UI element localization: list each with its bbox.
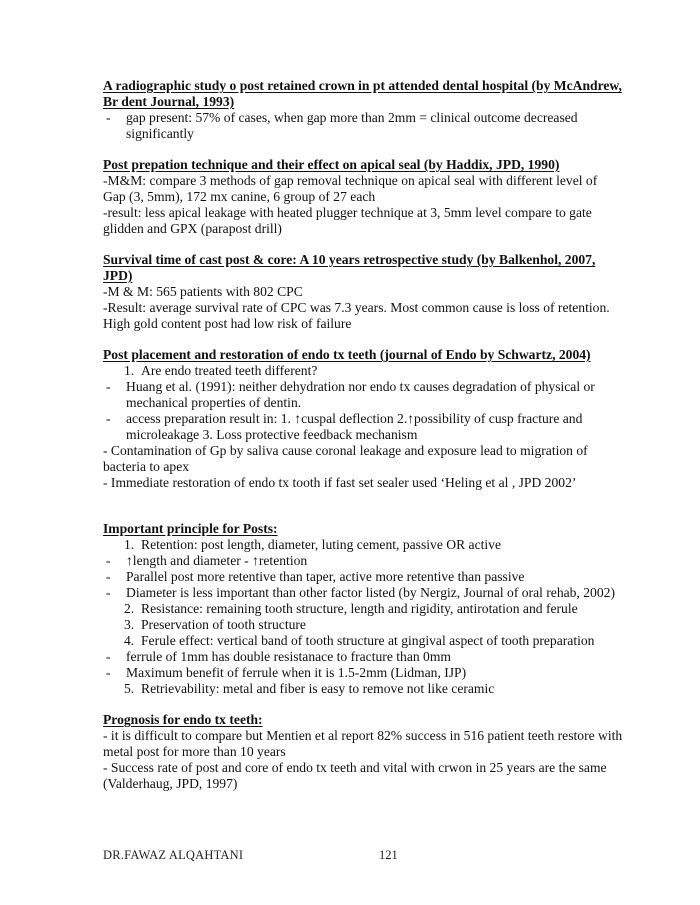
bullet-item: - ferrule of 1mm has double resistanace to fracture than 0mm xyxy=(103,649,623,665)
numbered-item xyxy=(103,633,623,649)
paragraph-line: -M & M: 565 patients with 802 CPC xyxy=(103,284,303,299)
section-balkenhol xyxy=(103,252,623,332)
paragraph-line: -Result: average survival rate of CPC was 7.3 years. Most common cause is loss of retention. High gold content post had low risk of failure xyxy=(103,300,610,331)
paragraph-line: - Success rate of post and core of endo tx teeth and vital with crwon in 25 years are the same (Valderhaug, JPD, 1997) xyxy=(103,760,607,791)
item-text: Retention: post length, diameter, luting cement, passive OR active xyxy=(141,537,501,552)
section-title: Post placement and restoration of endo tx teeth (journal of Endo by Schwartz, 2004) xyxy=(103,347,591,362)
item-number: 2. xyxy=(124,601,135,616)
bullet-item: - Maximum benefit of ferrule when it is 1.5-2mm (Lidman, IJP) xyxy=(103,665,623,681)
item-text: Resistance: remaining tooth structure, length and rigidity, antirotation and ferule xyxy=(141,601,578,616)
item-text: Retrievability: metal and fiber is easy to remove not like ceramic xyxy=(141,681,495,696)
item-text: Preservation of tooth structure xyxy=(141,617,306,632)
paragraph-line: - it is difficult to compare but Mentien et al report 82% success in 516 patient teeth restore with metal post for more than 10 years xyxy=(103,728,623,759)
section-title: Survival time of cast post & core: A 10 years retrospective study (by Balkenhol, 2007, JPD) xyxy=(103,252,596,283)
numbered-item xyxy=(103,681,623,697)
section-schwartz xyxy=(103,347,623,491)
bullet-item: - Parallel post more retentive than taper, active more retentive than passive xyxy=(103,569,623,585)
section-title: Prognosis for endo tx teeth: xyxy=(103,712,263,727)
item-number: 4. xyxy=(124,633,135,648)
section-mcandrew xyxy=(103,78,623,142)
paragraph-line: -result: less apical leakage with heated plugger technique at 3, 5mm level compare to gate glidden and GPX (parapost drill) xyxy=(103,205,592,236)
bullet-item: - Diameter is less important than other factor listed (by Nergiz, Journal of oral rehab, 2002) xyxy=(103,585,623,601)
item-number: 3. xyxy=(124,617,135,632)
numbered-item xyxy=(103,601,623,617)
item-text: Ferule effect: vertical band of tooth structure at gingival aspect of tooth preparation xyxy=(141,633,595,648)
bullet-item: - access preparation result in: 1. ↑cuspal deflection 2.↑possibility of cusp fracture and microleakage 3. Loss protective feedback mechanism xyxy=(103,411,623,443)
paragraph-line: - Contamination of Gp by saliva cause coronal leakage and exposure lead to migration of bacteria to apex xyxy=(103,443,588,474)
item-text: Are endo treated teeth different? xyxy=(141,363,318,378)
bullet-item: - gap present: 57% of cases, when gap more than 2mm = clinical outcome decreased significantly xyxy=(103,110,623,142)
item-number: 1. xyxy=(124,363,135,378)
paragraph-line: -M&M: compare 3 methods of gap removal technique on apical seal with different level of Gap (3, 5mm), 172 mx canine, 6 group of 27 each xyxy=(103,173,598,204)
section-spacer xyxy=(103,506,623,521)
page-number: 121 xyxy=(379,848,398,862)
item-number: 5. xyxy=(124,681,135,696)
paragraph-line: - Immediate restoration of endo tx tooth if fast set sealer used ‘Heling et al , JPD 2002’ xyxy=(103,475,577,490)
numbered-item xyxy=(103,363,623,379)
bullet-item: - ↑length and diameter - ↑retention xyxy=(103,553,623,569)
section-post-principles xyxy=(103,521,623,697)
section-title: A radiographic study o post retained crown in pt attended dental hospital (by McAndrew, Br dent Journal, 1993) xyxy=(103,78,622,109)
numbered-item xyxy=(103,537,623,553)
footer-author: DR.FAWAZ ALQAHTANI xyxy=(103,848,244,862)
section-prognosis xyxy=(103,712,623,792)
document-body xyxy=(103,78,623,807)
section-haddix xyxy=(103,157,623,237)
bullet-item: - Huang et al. (1991): neither dehydration nor endo tx causes degradation of physical or mechanical properties of dentin. xyxy=(103,379,623,411)
section-title: Post prepation technique and their effect on apical seal (by Haddix, JPD, 1990) xyxy=(103,157,560,172)
section-title: Important principle for Posts: xyxy=(103,521,278,536)
numbered-item xyxy=(103,617,623,633)
item-number: 1. xyxy=(124,537,135,552)
